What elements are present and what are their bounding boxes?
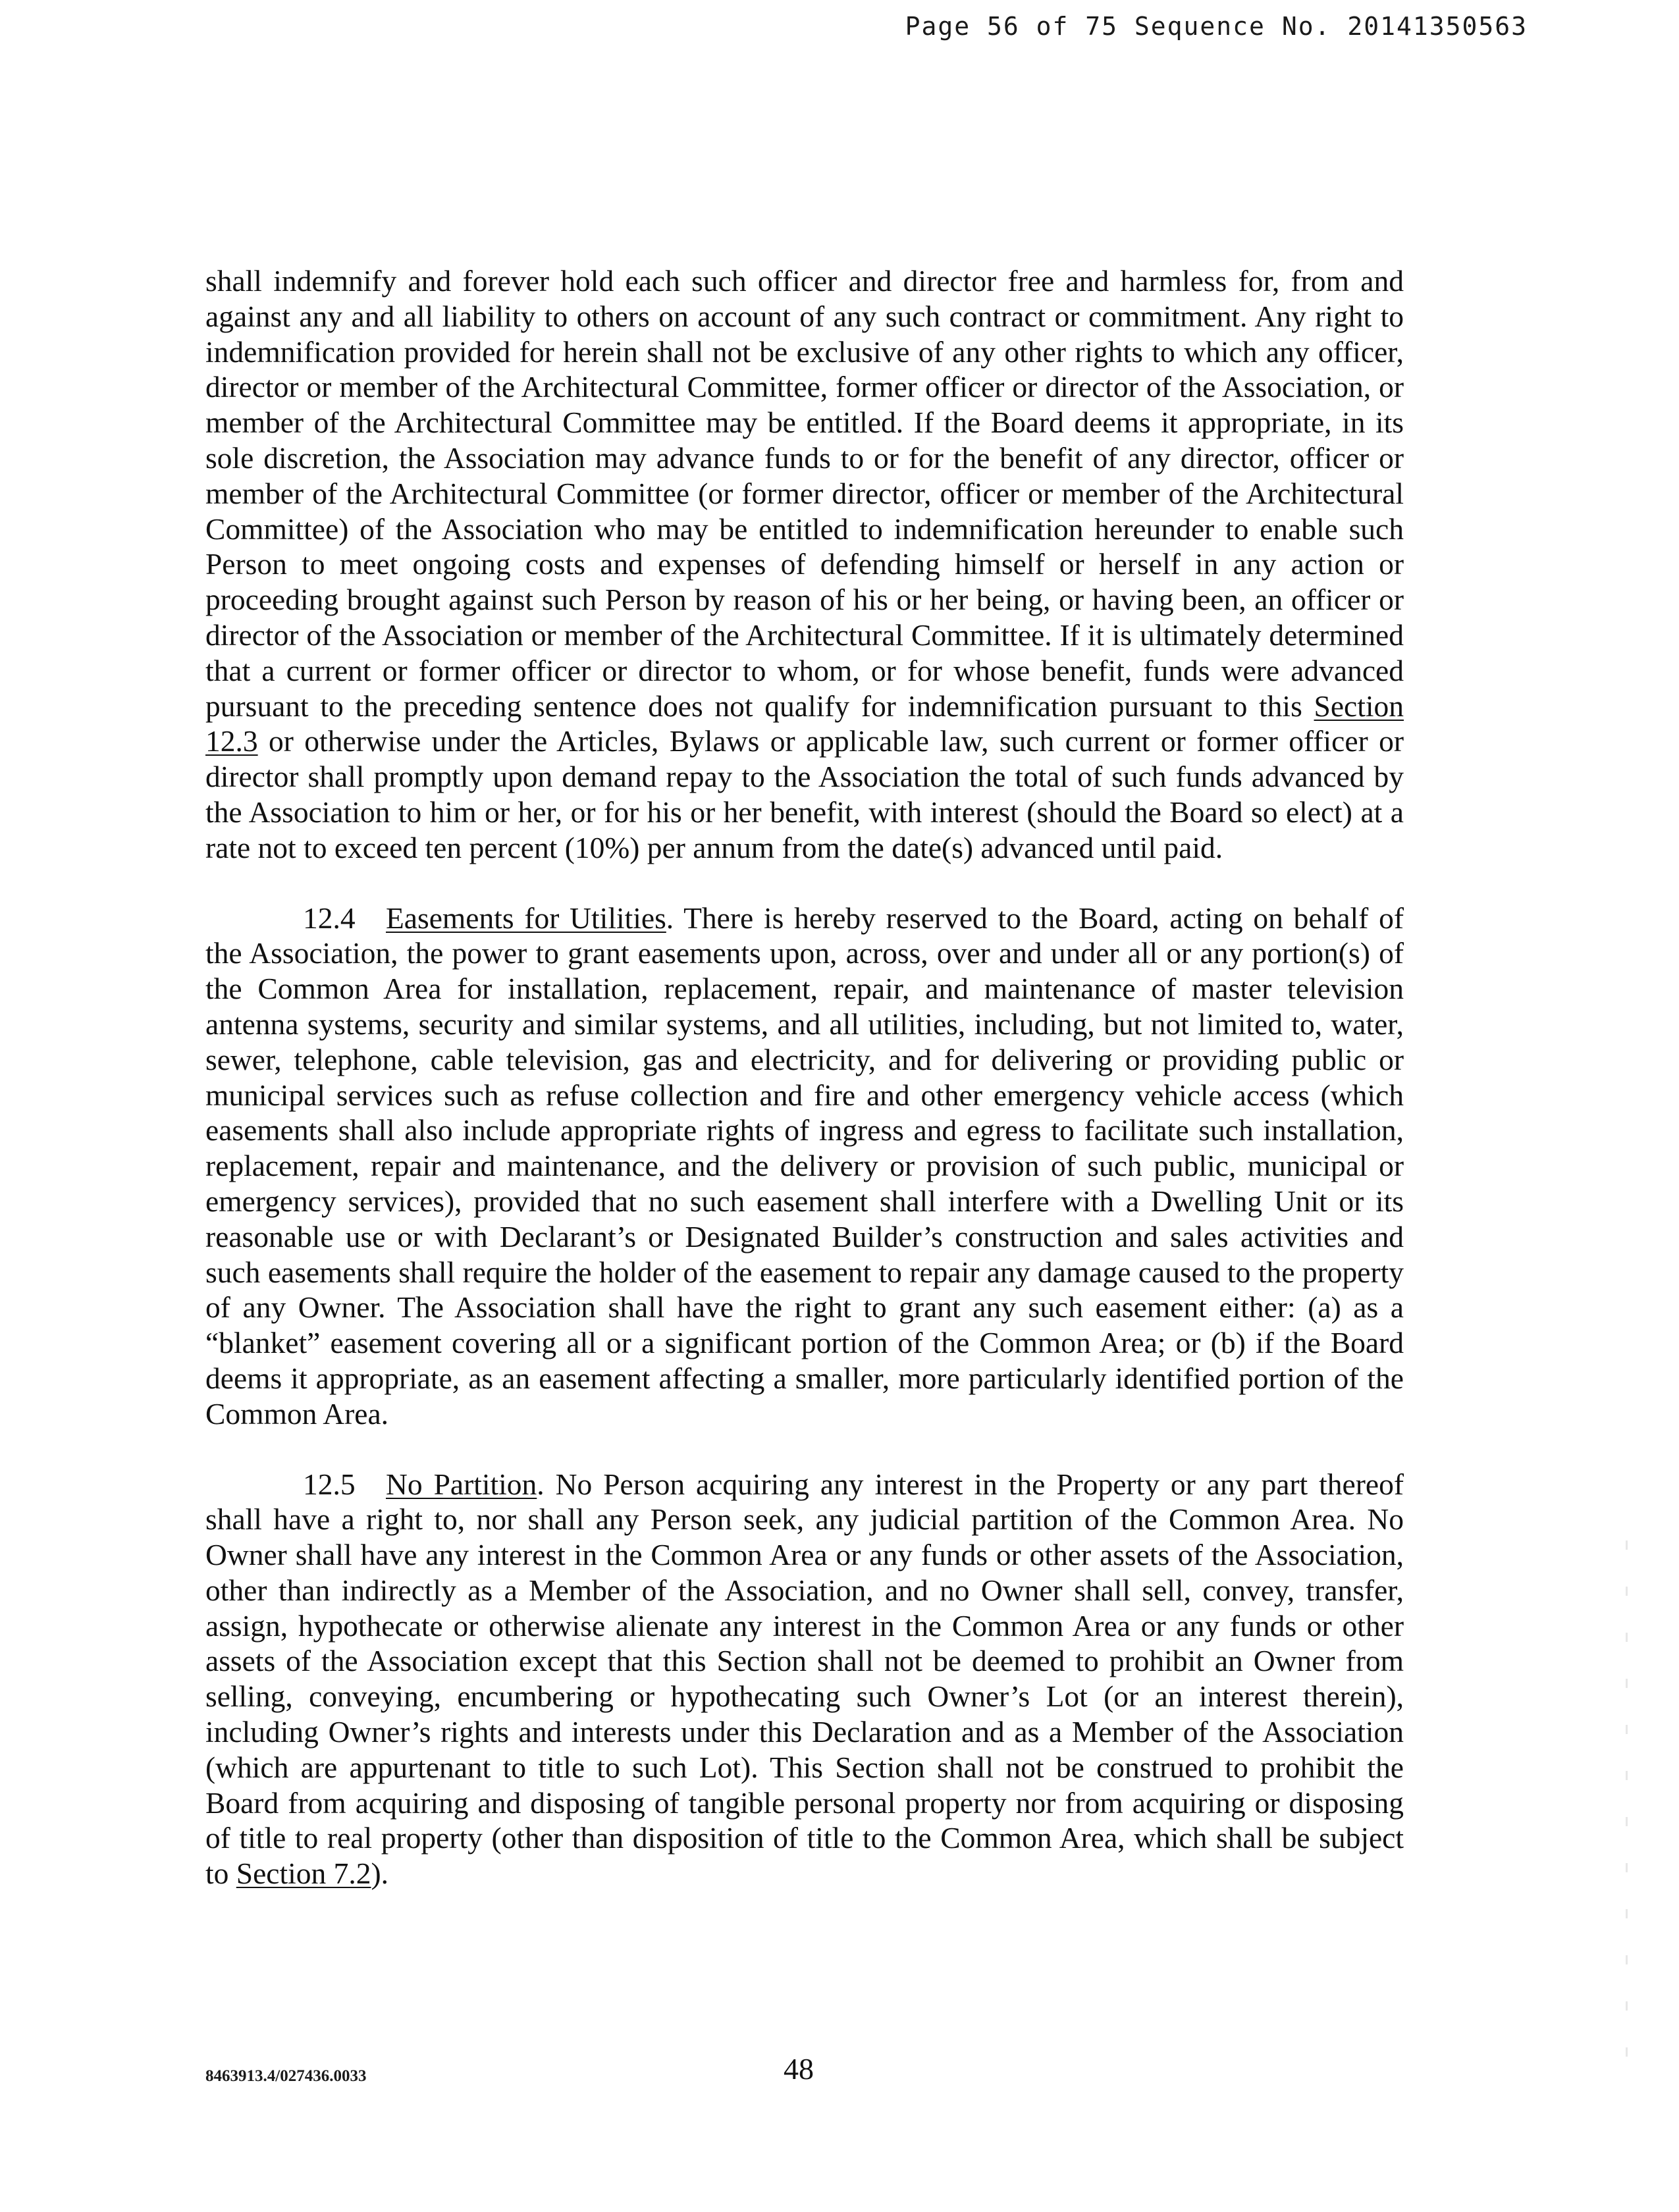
section-12-3-reference: Section 12.3 — [205, 689, 1404, 758]
paragraph-text: or otherwise under the Articles, Bylaws or applicable law, such current or former officer or director shall promptly upon demand repay to the Association the total of such funds advanced by the Association to him or her, or for his or her benefit, with interest (should the Board so elect) at a rate not to exceed ten percent (10%) per annum from the date(s) advanced until paid. — [205, 724, 1404, 864]
page-number: 48 — [784, 2052, 814, 2086]
section-12-5-paragraph — [205, 1467, 1404, 1892]
paragraph-text: . There is hereby reserved to the Board, acting on behalf of the Association, the power to grant easements upon, across, over and under all or any portion(s) of the Common Area for installation, replacement, repair, and maintenance of master television antenna systems, security and similar systems, and all utilities, including, but not limited to, water, sewer, telephone, cable television, gas and electricity, and for delivering or providing public or municipal services such as refuse collection and fire and other emergency vehicle access (which easements shall also include appropriate rights of ingress and egress to facilitate such installation, replacement, repair and maintenance, and the delivery or provision of such public, municipal or emergency services), provided that no such easement shall interfere with a Dwelling Unit or its reasonable use or with Declarant’s or Designated Builder’s construction and sales activities and such easements shall require the holder of the easement to repair any damage caused to the property of any Owner. The Association shall have the right to grant any such easement either: (a) as a “blanket” easement covering all or a significant portion of the Common Area; or (b) if the Board deems it appropriate, as an easement affecting a smaller, more particularly identified portion of the Common Area. — [205, 901, 1404, 1431]
section-number: 12.5 — [303, 1467, 356, 1501]
page-sequence-stamp: Page 56 of 75 Sequence No. 20141350563 — [905, 12, 1528, 41]
section-heading: No Partition — [386, 1467, 537, 1501]
paragraph-text: shall indemnify and forever hold each such officer and director free and harmless for, from and against any and all liability to others on account of any such contract or commitment. Any right to indemnification provided for herein shall not be exclusive of any other rights to which any officer, director or member of the Architectural Committee, former officer or director of the Association, or member of the Architectural Committee may be entitled. If the Board deems it appropriate, in its sole discretion, the Association may advance funds to or for the benefit of any director, officer or member of the Architectural Committee (or former director, officer or member of the Architectural Committee) of the Association who may be entitled to indemnification hereunder to enable such Person to meet ongoing costs and expenses of defending himself or herself in any action or proceeding brought against such Person by reason of his or her being, or having been, an officer or director of the Association or member of the Architectural Committee. If it is ultimately determined that a current or former officer or director to whom, or for whose benefit, funds were advanced pursuant to the preceding sentence does not qualify for indemnification pursuant to this — [205, 264, 1404, 723]
paragraph-end: ). — [371, 1856, 389, 1891]
document-id: 8463913.4/027436.0033 — [205, 2067, 367, 2085]
section-number: 12.4 — [303, 901, 356, 935]
section-12-3-continuation — [205, 263, 1404, 866]
scan-edge-marks — [1626, 1540, 1628, 2061]
document-body — [205, 263, 1404, 1891]
section-heading: Easements for Utilities — [386, 901, 666, 935]
section-7-2-reference: Section 7.2 — [236, 1856, 371, 1891]
paragraph-text: . No Person acquiring any interest in the Property or any part thereof shall have a right to, nor shall any Person seek, any judicial partition of the Common Area. No Owner shall have any interest in the Common Area or any funds or other assets of the Association, other than indirectly as a Member of the Association, and no Owner shall sell, convey, transfer, assign, hypothecate or otherwise alienate any interest in the Common Area or any funds or other assets of the Association except that this Section shall not be deemed to prohibit an Owner from selling, conveying, encumbering or hypothecating such Owner’s Lot (or an interest therein), including Owner’s rights and interests under this Declaration and as a Member of the Association (which are appurtenant to title to such Lot). This Section shall not be construed to prohibit the Board from acquiring and disposing of tangible personal property nor from acquiring or disposing of title to real property (other than disposition of title to the Common Area, which shall be subject to — [205, 1467, 1404, 1891]
section-12-4-paragraph — [205, 901, 1404, 1432]
